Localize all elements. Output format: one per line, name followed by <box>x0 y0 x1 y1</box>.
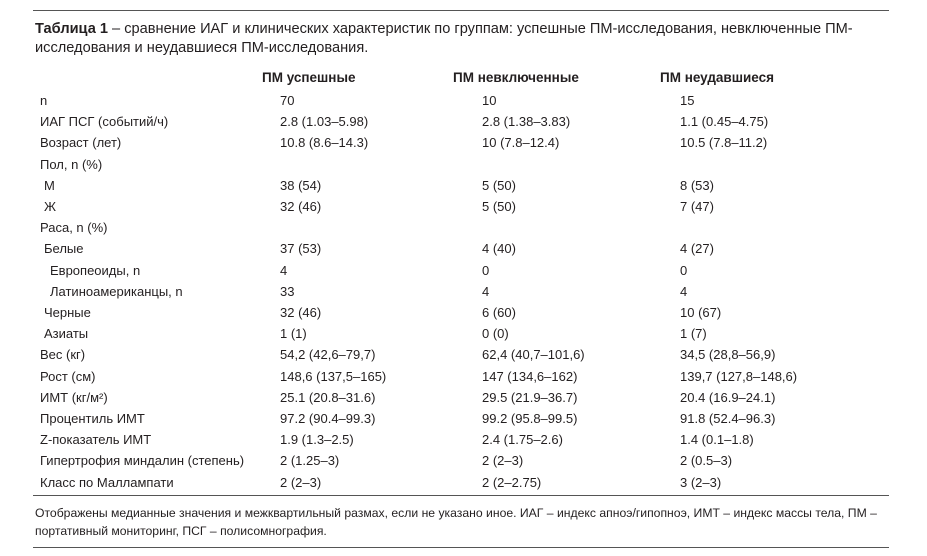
row-label: ИАГ ПСГ (событий/ч) <box>40 114 169 130</box>
cell-value: 62,4 (40,7–101,6) <box>482 347 585 363</box>
table-row <box>0 303 927 323</box>
row-label: Раса, n (%) <box>40 220 108 236</box>
cell-value: 0 <box>680 262 688 278</box>
cell-value: 25.1 (20.8–31.6) <box>280 389 376 405</box>
row-label: Азиаты <box>44 326 89 342</box>
cell-value: 2 (2–3) <box>482 453 524 469</box>
cell-value: 2.4 (1.75–2.6) <box>482 432 563 448</box>
cell-value: 38 (54) <box>280 177 322 193</box>
cell-value: 1 (7) <box>680 326 707 342</box>
table-row <box>0 218 927 238</box>
cell-value: 6 (60) <box>482 305 516 320</box>
footnote-rule <box>33 495 889 496</box>
cell-value: 10.5 (7.8–11.2) <box>680 135 768 151</box>
table-row <box>0 451 927 471</box>
cell-value: 1.1 (0.45–4.75) <box>680 114 769 130</box>
cell-value: 54,2 (42,6–79,7) <box>280 347 376 363</box>
cell-value: 139,7 (127,8–148,6) <box>680 368 798 384</box>
cell-value: 70 <box>280 93 295 108</box>
row-label: Черные <box>44 305 91 320</box>
cell-value: 0 <box>482 262 490 278</box>
table-number: Таблица 1 <box>35 21 108 37</box>
cell-value: 32 (46) <box>280 199 322 214</box>
cell-value: 5 (50) <box>482 177 516 193</box>
cell-value: 1.9 (1.3–2.5) <box>280 432 354 448</box>
table-row <box>0 133 927 153</box>
cell-value: 10 <box>482 93 497 108</box>
cell-value: 147 (134,6–162) <box>482 368 578 384</box>
cell-value: 2 (2–3) <box>280 474 322 490</box>
row-label: ИМТ (кг/м²) <box>40 389 108 405</box>
row-label: Возраст (лет) <box>40 135 122 151</box>
row-label: Вес (кг) <box>40 347 86 363</box>
cell-value: 7 (47) <box>680 199 714 214</box>
table-row <box>0 282 927 302</box>
table-row <box>0 345 927 365</box>
table-footnote: Отображены медианные значения и межквартильный размах, если не указано иное. ИАГ – индекс апноэ/гипопноэ, ИМТ – индекс массы тела, ПМ – портативный мониторинг, ПСГ – полисомнография. <box>35 506 877 538</box>
cell-value: 8 (53) <box>680 177 714 193</box>
cell-value: 5 (50) <box>482 199 516 214</box>
cell-value: 37 (53) <box>280 241 322 257</box>
cell-value: 99.2 (95.8–99.5) <box>482 411 578 426</box>
cell-value: 29.5 (21.9–36.7) <box>482 389 578 405</box>
top-rule <box>33 10 889 11</box>
cell-value: 97.2 (90.4–99.3) <box>280 411 376 426</box>
cell-value: 2 (1.25–3) <box>280 453 340 469</box>
column-header-failed: ПМ неудавшиеся <box>660 70 774 85</box>
table-row <box>0 261 927 281</box>
row-label: Латиноамериканцы, n <box>50 283 183 299</box>
cell-value: 4 <box>482 283 490 299</box>
row-label: Пол, n (%) <box>40 156 103 172</box>
table-row <box>0 367 927 387</box>
row-label: Рост (см) <box>40 368 96 384</box>
cell-value: 32 (46) <box>280 305 322 320</box>
table-row <box>0 155 927 175</box>
table-row <box>0 91 927 111</box>
cell-value: 34,5 (28,8–56,9) <box>680 347 776 363</box>
cell-value: 4 <box>680 283 688 299</box>
cell-value: 20.4 (16.9–24.1) <box>680 389 776 405</box>
table-row <box>0 430 927 450</box>
table-row <box>0 324 927 344</box>
cell-value: 91.8 (52.4–96.3) <box>680 411 776 426</box>
cell-value: 0 (0) <box>482 326 509 342</box>
cell-value: 4 (40) <box>482 241 516 257</box>
cell-value: 10.8 (8.6–14.3) <box>280 135 369 151</box>
cell-value: 15 <box>680 93 695 108</box>
column-header-successful: ПМ успешные <box>262 70 356 85</box>
cell-value: 148,6 (137,5–165) <box>280 368 387 384</box>
table-row <box>0 239 927 259</box>
row-label: М <box>44 177 55 193</box>
table-row <box>0 409 927 429</box>
cell-value: 4 (27) <box>680 241 714 257</box>
row-label: Класс по Маллампати <box>40 474 174 490</box>
bottom-rule <box>33 547 889 548</box>
table-row <box>0 197 927 217</box>
row-label: n <box>40 93 48 108</box>
table-row <box>0 112 927 132</box>
row-label: Ж <box>44 199 57 214</box>
cell-value: 2.8 (1.03–5.98) <box>280 114 369 130</box>
cell-value: 1.4 (0.1–1.8) <box>680 432 754 448</box>
cell-value: 4 <box>280 262 288 278</box>
table-row <box>0 473 927 493</box>
row-label: Процентиль ИМТ <box>40 411 145 426</box>
row-label: Белые <box>44 241 84 257</box>
row-label: Европеоиды, n <box>50 262 141 278</box>
cell-value: 2 (0.5–3) <box>680 453 733 469</box>
cell-value: 1 (1) <box>280 326 307 342</box>
cell-value: 10 (7.8–12.4) <box>482 135 560 151</box>
table-row <box>0 176 927 196</box>
cell-value: 10 (67) <box>680 305 722 320</box>
cell-value: 3 (2–3) <box>680 474 722 490</box>
table-caption <box>35 20 885 58</box>
cell-value: 2.8 (1.38–3.83) <box>482 114 571 130</box>
cell-value: 2 (2–2.75) <box>482 474 542 490</box>
table-row <box>0 388 927 408</box>
column-header-excluded: ПМ невключенные <box>453 70 579 85</box>
cell-value: 33 <box>280 283 295 299</box>
table-title: – сравнение ИАГ и клинических характеристик по группам: успешные ПМ-исследования, невключенные ПМ-исследования и неудавшиеся ПМ-исследования. <box>35 21 853 56</box>
row-label: Z-показатель ИМТ <box>40 432 152 448</box>
row-label: Гипертрофия миндалин (степень) <box>40 453 245 469</box>
